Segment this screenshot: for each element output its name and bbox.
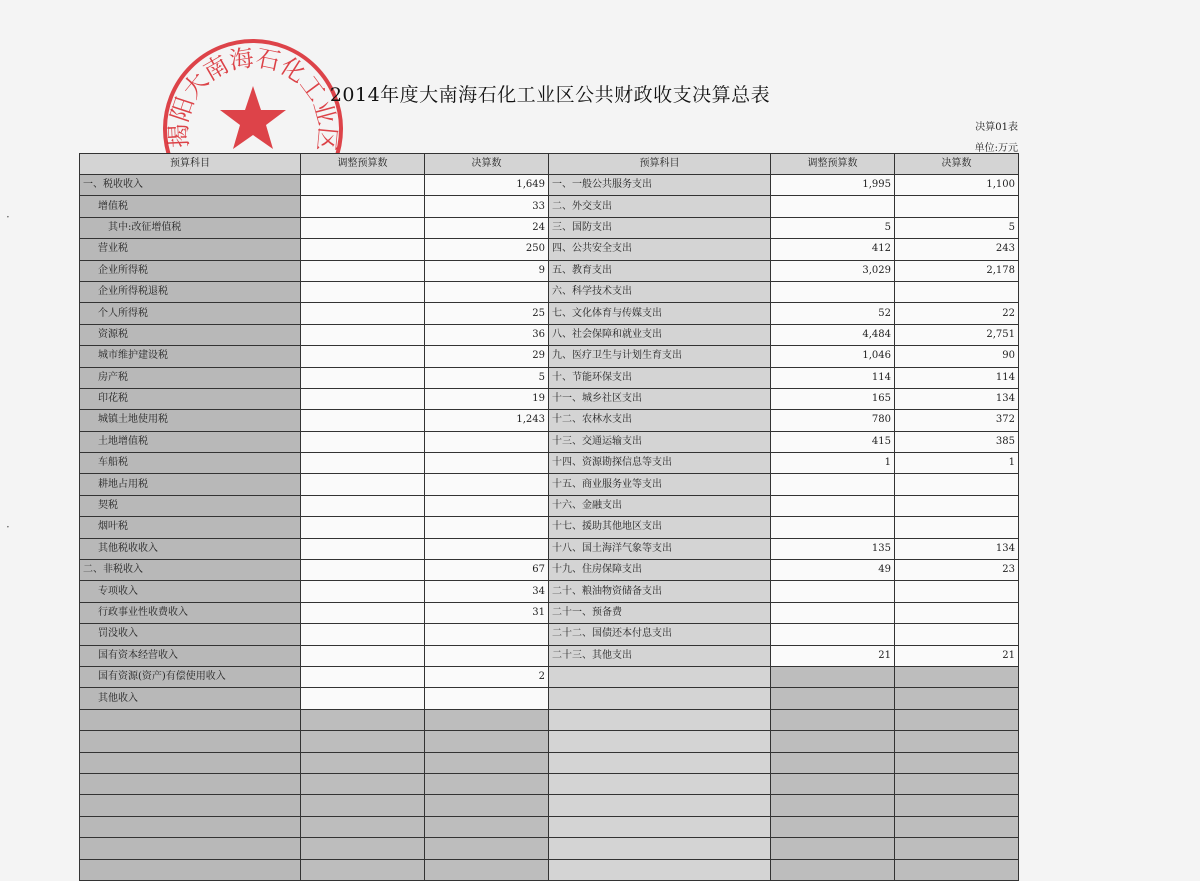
budget-table: [79, 153, 1019, 881]
expense-item-cell: 十四、资源勘探信息等支出: [549, 453, 771, 474]
table-row: [80, 388, 1019, 409]
expense-final-cell: 22: [895, 303, 1019, 324]
expense-final-cell: [895, 816, 1019, 837]
revenue-final-cell: 2: [425, 666, 549, 687]
revenue-budget-cell: [301, 324, 425, 345]
expense-final-cell: [895, 581, 1019, 602]
table-row: [80, 260, 1019, 281]
table-row: [80, 281, 1019, 302]
expense-item-cell: 二十、粮油物资储备支出: [549, 581, 771, 602]
table-row: [80, 217, 1019, 238]
revenue-final-cell: 19: [425, 388, 549, 409]
expense-item-cell: [549, 795, 771, 816]
expense-budget-cell: [771, 816, 895, 837]
header-expense-item: 预算科目: [549, 154, 771, 175]
expense-final-cell: [895, 196, 1019, 217]
revenue-budget-cell: [301, 538, 425, 559]
revenue-final-cell: [425, 688, 549, 709]
revenue-budget-cell: [301, 560, 425, 581]
expense-item-cell: 十六、金融支出: [549, 495, 771, 516]
expense-budget-cell: [771, 709, 895, 730]
expense-item-cell: 九、医疗卫生与计划生育支出: [549, 346, 771, 367]
expense-final-cell: [895, 709, 1019, 730]
revenue-final-cell: [425, 624, 549, 645]
revenue-final-cell: 9: [425, 260, 549, 281]
expense-budget-cell: 1,046: [771, 346, 895, 367]
header-revenue-item: 预算科目: [80, 154, 301, 175]
revenue-item-cell: 国有资本经营收入: [80, 645, 301, 666]
scan-mark: ·: [6, 210, 10, 224]
expense-item-cell: [549, 816, 771, 837]
expense-budget-cell: 21: [771, 645, 895, 666]
table-row: [80, 517, 1019, 538]
revenue-item-cell: 印花税: [80, 388, 301, 409]
expense-item-cell: 十八、国土海洋气象等支出: [549, 538, 771, 559]
revenue-item-cell: 罚没收入: [80, 624, 301, 645]
table-row: [80, 324, 1019, 345]
expense-item-cell: [549, 773, 771, 794]
expense-item-cell: [549, 859, 771, 880]
revenue-final-cell: 1,649: [425, 175, 549, 196]
revenue-budget-cell: [301, 581, 425, 602]
expense-budget-cell: 412: [771, 239, 895, 260]
revenue-final-cell: [425, 517, 549, 538]
table-row: [80, 859, 1019, 880]
revenue-final-cell: [425, 709, 549, 730]
expense-budget-cell: [771, 581, 895, 602]
expense-item-cell: 二十二、国债还本付息支出: [549, 624, 771, 645]
svg-text:揭阳大南海石化工业区: 揭阳大南海石化工业区: [164, 43, 342, 153]
expense-budget-cell: 114: [771, 367, 895, 388]
revenue-budget-cell: [301, 666, 425, 687]
expense-final-cell: [895, 688, 1019, 709]
expense-budget-cell: 49: [771, 560, 895, 581]
expense-item-cell: 六、科学技术支出: [549, 281, 771, 302]
revenue-final-cell: 67: [425, 560, 549, 581]
revenue-budget-cell: [301, 773, 425, 794]
revenue-budget-cell: [301, 303, 425, 324]
revenue-item-cell: 房产税: [80, 367, 301, 388]
expense-final-cell: 21: [895, 645, 1019, 666]
revenue-final-cell: [425, 752, 549, 773]
expense-item-cell: 十五、商业服务业等支出: [549, 474, 771, 495]
revenue-budget-cell: [301, 453, 425, 474]
expense-final-cell: [895, 666, 1019, 687]
expense-budget-cell: [771, 752, 895, 773]
revenue-budget-cell: [301, 731, 425, 752]
table-row: [80, 346, 1019, 367]
revenue-budget-cell: [301, 838, 425, 859]
expense-item-cell: 七、文化体育与传媒支出: [549, 303, 771, 324]
expense-budget-cell: 4,484: [771, 324, 895, 345]
revenue-item-cell: 一、税收收入: [80, 175, 301, 196]
expense-budget-cell: [771, 688, 895, 709]
revenue-item-cell: 国有资源(资产)有偿使用收入: [80, 666, 301, 687]
table-row: [80, 538, 1019, 559]
revenue-final-cell: [425, 838, 549, 859]
expense-budget-cell: [771, 474, 895, 495]
revenue-final-cell: 29: [425, 346, 549, 367]
header-revenue-budget: 调整预算数: [301, 154, 425, 175]
revenue-budget-cell: [301, 816, 425, 837]
expense-item-cell: 十二、农林水支出: [549, 410, 771, 431]
expense-final-cell: [895, 495, 1019, 516]
table-row: [80, 495, 1019, 516]
table-row: [80, 602, 1019, 623]
revenue-item-cell: 耕地占用税: [80, 474, 301, 495]
revenue-item-cell: 专项收入: [80, 581, 301, 602]
revenue-final-cell: 25: [425, 303, 549, 324]
revenue-budget-cell: [301, 709, 425, 730]
table-row: [80, 581, 1019, 602]
expense-budget-cell: [771, 795, 895, 816]
expense-final-cell: 90: [895, 346, 1019, 367]
expense-budget-cell: 52: [771, 303, 895, 324]
expense-final-cell: [895, 731, 1019, 752]
revenue-budget-cell: [301, 431, 425, 452]
revenue-final-cell: [425, 538, 549, 559]
expense-budget-cell: [771, 281, 895, 302]
expense-budget-cell: [771, 859, 895, 880]
expense-final-cell: [895, 795, 1019, 816]
revenue-item-cell: [80, 731, 301, 752]
expense-final-cell: [895, 517, 1019, 538]
table-row: [80, 666, 1019, 687]
expense-item-cell: 二十三、其他支出: [549, 645, 771, 666]
table-row: [80, 624, 1019, 645]
revenue-final-cell: 250: [425, 239, 549, 260]
expense-final-cell: 372: [895, 410, 1019, 431]
header-expense-budget: 调整预算数: [771, 154, 895, 175]
revenue-final-cell: [425, 816, 549, 837]
table-row: [80, 816, 1019, 837]
table-row: [80, 795, 1019, 816]
expense-budget-cell: [771, 517, 895, 538]
revenue-budget-cell: [301, 367, 425, 388]
expense-budget-cell: [771, 838, 895, 859]
revenue-final-cell: [425, 453, 549, 474]
expense-budget-cell: [771, 495, 895, 516]
revenue-budget-cell: [301, 602, 425, 623]
expense-final-cell: 385: [895, 431, 1019, 452]
revenue-item-cell: 土地增值税: [80, 431, 301, 452]
table-row: [80, 367, 1019, 388]
expense-item-cell: 十七、援助其他地区支出: [549, 517, 771, 538]
expense-item-cell: 十一、城乡社区支出: [549, 388, 771, 409]
revenue-item-cell: 城市维护建设税: [80, 346, 301, 367]
table-row: [80, 410, 1019, 431]
revenue-budget-cell: [301, 859, 425, 880]
revenue-item-cell: 其中:改征增值税: [80, 217, 301, 238]
revenue-budget-cell: [301, 217, 425, 238]
table-row: [80, 773, 1019, 794]
revenue-budget-cell: [301, 752, 425, 773]
table-row: [80, 752, 1019, 773]
expense-final-cell: 114: [895, 367, 1019, 388]
table-row: [80, 838, 1019, 859]
expense-final-cell: 243: [895, 239, 1019, 260]
revenue-item-cell: 车船税: [80, 453, 301, 474]
table-row: [80, 688, 1019, 709]
header-revenue-final: 决算数: [425, 154, 549, 175]
revenue-budget-cell: [301, 175, 425, 196]
table-row: [80, 239, 1019, 260]
revenue-final-cell: [425, 773, 549, 794]
revenue-budget-cell: [301, 795, 425, 816]
revenue-item-cell: [80, 709, 301, 730]
page-title: 2014年度大南海石化工业区公共财政收支决算总表: [329, 84, 771, 106]
revenue-item-cell: 其他收入: [80, 688, 301, 709]
expense-item-cell: 五、教育支出: [549, 260, 771, 281]
expense-item-cell: 十、节能环保支出: [549, 367, 771, 388]
revenue-budget-cell: [301, 239, 425, 260]
expense-final-cell: [895, 859, 1019, 880]
revenue-item-cell: [80, 859, 301, 880]
revenue-item-cell: 城镇土地使用税: [80, 410, 301, 431]
expense-final-cell: 2,751: [895, 324, 1019, 345]
expense-item-cell: 四、公共安全支出: [549, 239, 771, 260]
revenue-budget-cell: [301, 645, 425, 666]
table-row: [80, 303, 1019, 324]
revenue-budget-cell: [301, 495, 425, 516]
expense-item-cell: [549, 688, 771, 709]
revenue-budget-cell: [301, 688, 425, 709]
expense-item-cell: 十九、住房保障支出: [549, 560, 771, 581]
revenue-item-cell: [80, 752, 301, 773]
expense-item-cell: 三、国防支出: [549, 217, 771, 238]
expense-budget-cell: 780: [771, 410, 895, 431]
table-row: [80, 196, 1019, 217]
expense-item-cell: [549, 752, 771, 773]
revenue-final-cell: [425, 474, 549, 495]
expense-final-cell: [895, 602, 1019, 623]
revenue-item-cell: 增值税: [80, 196, 301, 217]
expense-item-cell: [549, 709, 771, 730]
revenue-item-cell: 其他税收收入: [80, 538, 301, 559]
revenue-final-cell: 34: [425, 581, 549, 602]
revenue-item-cell: [80, 816, 301, 837]
expense-final-cell: [895, 773, 1019, 794]
revenue-budget-cell: [301, 388, 425, 409]
revenue-item-cell: 营业税: [80, 239, 301, 260]
scan-mark: ·: [6, 520, 10, 534]
revenue-item-cell: [80, 795, 301, 816]
revenue-item-cell: [80, 773, 301, 794]
expense-final-cell: 5: [895, 217, 1019, 238]
expense-budget-cell: 3,029: [771, 260, 895, 281]
revenue-final-cell: [425, 431, 549, 452]
header-expense-final: 决算数: [895, 154, 1019, 175]
expense-item-cell: [549, 838, 771, 859]
revenue-budget-cell: [301, 260, 425, 281]
table-row: [80, 474, 1019, 495]
expense-final-cell: [895, 752, 1019, 773]
revenue-budget-cell: [301, 474, 425, 495]
revenue-final-cell: 1,243: [425, 410, 549, 431]
revenue-item-cell: 烟叶税: [80, 517, 301, 538]
expense-budget-cell: 1,995: [771, 175, 895, 196]
revenue-final-cell: [425, 645, 549, 666]
revenue-final-cell: 24: [425, 217, 549, 238]
expense-budget-cell: [771, 602, 895, 623]
table-id: 决算01表: [975, 122, 1018, 133]
revenue-final-cell: 33: [425, 196, 549, 217]
expense-budget-cell: [771, 773, 895, 794]
expense-budget-cell: [771, 666, 895, 687]
expense-final-cell: [895, 474, 1019, 495]
revenue-final-cell: [425, 281, 549, 302]
revenue-final-cell: [425, 859, 549, 880]
revenue-final-cell: 31: [425, 602, 549, 623]
expense-final-cell: 134: [895, 388, 1019, 409]
revenue-budget-cell: [301, 624, 425, 645]
revenue-item-cell: [80, 838, 301, 859]
revenue-budget-cell: [301, 410, 425, 431]
table-row: [80, 731, 1019, 752]
unit-label: 单位:万元: [974, 143, 1018, 154]
expense-item-cell: 八、社会保障和就业支出: [549, 324, 771, 345]
expense-item-cell: [549, 666, 771, 687]
expense-final-cell: 1,100: [895, 175, 1019, 196]
revenue-final-cell: 5: [425, 367, 549, 388]
table-row: [80, 645, 1019, 666]
expense-final-cell: 2,178: [895, 260, 1019, 281]
expense-item-cell: [549, 731, 771, 752]
revenue-budget-cell: [301, 281, 425, 302]
revenue-item-cell: 契税: [80, 495, 301, 516]
table-header-row: [80, 154, 1019, 175]
expense-budget-cell: 5: [771, 217, 895, 238]
revenue-budget-cell: [301, 517, 425, 538]
expense-budget-cell: [771, 731, 895, 752]
revenue-item-cell: 行政事业性收费收入: [80, 602, 301, 623]
table-row: [80, 453, 1019, 474]
revenue-budget-cell: [301, 346, 425, 367]
expense-item-cell: 二十一、预备费: [549, 602, 771, 623]
expense-final-cell: [895, 838, 1019, 859]
table-row: [80, 431, 1019, 452]
table-row: [80, 709, 1019, 730]
table-row: [80, 560, 1019, 581]
expense-final-cell: 1: [895, 453, 1019, 474]
expense-item-cell: 二、外交支出: [549, 196, 771, 217]
revenue-final-cell: [425, 731, 549, 752]
revenue-budget-cell: [301, 196, 425, 217]
expense-budget-cell: 165: [771, 388, 895, 409]
expense-final-cell: 134: [895, 538, 1019, 559]
expense-budget-cell: [771, 196, 895, 217]
expense-budget-cell: 1: [771, 453, 895, 474]
revenue-item-cell: 企业所得税: [80, 260, 301, 281]
revenue-item-cell: 个人所得税: [80, 303, 301, 324]
expense-budget-cell: 135: [771, 538, 895, 559]
expense-item-cell: 十三、交通运输支出: [549, 431, 771, 452]
expense-final-cell: [895, 281, 1019, 302]
expense-item-cell: 一、一般公共服务支出: [549, 175, 771, 196]
revenue-final-cell: 36: [425, 324, 549, 345]
table-row: [80, 175, 1019, 196]
revenue-item-cell: 二、非税收入: [80, 560, 301, 581]
revenue-item-cell: 资源税: [80, 324, 301, 345]
revenue-final-cell: [425, 795, 549, 816]
expense-budget-cell: [771, 624, 895, 645]
revenue-final-cell: [425, 495, 549, 516]
revenue-item-cell: 企业所得税退税: [80, 281, 301, 302]
expense-final-cell: [895, 624, 1019, 645]
expense-budget-cell: 415: [771, 431, 895, 452]
expense-final-cell: 23: [895, 560, 1019, 581]
